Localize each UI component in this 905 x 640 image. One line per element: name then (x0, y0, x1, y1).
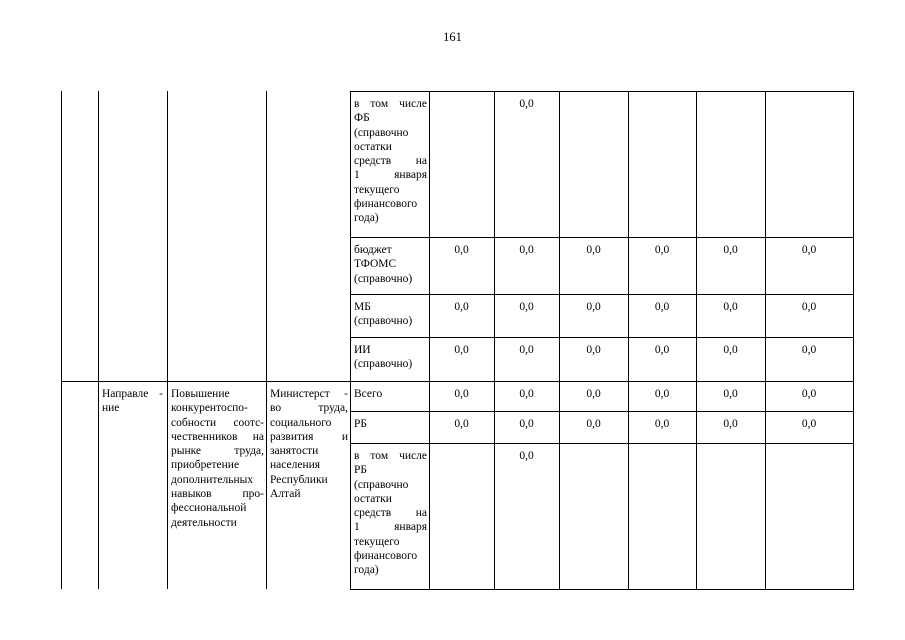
table-vertical-rule (696, 91, 697, 589)
value-cell: 0,0 (454, 388, 469, 400)
row-label (354, 97, 427, 226)
executor-cell-line: населения (270, 459, 321, 472)
row-label-line: РБ (354, 464, 367, 477)
direction-cell-line: ние (102, 402, 120, 415)
executor-cell-line: во труда, (270, 402, 348, 415)
value-cell: 0,0 (454, 344, 469, 356)
table-vertical-rule (559, 91, 560, 589)
value-cell: 0,0 (723, 418, 738, 430)
row-label (354, 243, 427, 286)
row-label (354, 449, 427, 578)
measure-cell-line: дополнительных (171, 473, 254, 486)
row-label-line: РБ (354, 418, 367, 430)
value-cell: 0,0 (586, 418, 601, 430)
table-horizontal-rule (350, 294, 854, 295)
value-cell: 0,0 (654, 344, 670, 356)
row-label (354, 343, 427, 372)
table-vertical-rule (167, 91, 168, 589)
table-vertical-rule (429, 91, 430, 589)
row-label-line: Всего (354, 388, 383, 400)
executor-cell (270, 387, 348, 501)
row-label (354, 300, 427, 329)
executor-cell-line: социального (270, 416, 332, 429)
measure-cell-line: Повышение (171, 388, 230, 400)
value-cell: 0,0 (801, 418, 817, 430)
row-label (354, 387, 427, 401)
value-cell: 0,0 (723, 344, 738, 356)
row-label-line: (справочно) (354, 315, 413, 328)
table-vertical-rule (98, 91, 99, 589)
row-label-line: (справочно) (354, 272, 413, 285)
measure-cell-line: деятельности (171, 516, 237, 529)
row-label-line: остатки (354, 140, 392, 153)
table-horizontal-rule (350, 589, 854, 590)
row-label-line: (справочно) (354, 358, 413, 371)
table-vertical-rule (765, 91, 766, 589)
row-label-line: текущего (354, 535, 400, 548)
table-vertical-rule (853, 91, 854, 589)
value-cell: 0,0 (519, 301, 534, 313)
value-cell: 0,0 (654, 301, 670, 313)
executor-cell-line: Министерст - (270, 388, 348, 400)
direction-cell-line: Направле - (102, 388, 163, 400)
value-cell: 0,0 (654, 418, 670, 430)
value-cell: 0,0 (519, 418, 534, 430)
value-cell: 0,0 (654, 244, 670, 256)
executor-cell-line: развития и (270, 430, 348, 443)
row-label-line: ИИ (354, 344, 371, 356)
measure-cell-line: конкурентоспо- (171, 402, 248, 415)
value-cell: 0,0 (723, 388, 738, 400)
row-label-line: ТФОМС (354, 258, 397, 271)
value-cell: 0,0 (586, 344, 601, 356)
value-cell: 0,0 (586, 388, 601, 400)
table-horizontal-rule (350, 411, 854, 412)
value-cell: 0,0 (519, 244, 534, 256)
measure-cell (171, 387, 264, 530)
measure-cell-line: навыков про- (171, 488, 264, 501)
value-cell: 0,0 (801, 344, 817, 356)
row-label-line: МБ (354, 301, 371, 313)
row-label-line: остатки (354, 492, 392, 505)
table-horizontal-rule (350, 337, 854, 338)
row-label-line: текущего (354, 183, 400, 196)
row-label-line: (справочно (354, 478, 409, 491)
row-label-line: финансового (354, 198, 418, 211)
measure-cell-line: чественников на (171, 430, 264, 443)
value-cell: 0,0 (801, 244, 817, 256)
table-horizontal-rule (350, 91, 854, 92)
row-label-line: средств на (354, 507, 427, 520)
measure-cell-line: фессиональной (171, 502, 247, 515)
value-cell: 0,0 (723, 301, 738, 313)
direction-cell (102, 387, 163, 416)
row-label-line: в том числе (354, 98, 427, 110)
value-cell: 0,0 (723, 244, 738, 256)
measure-cell-line: рынке труда, (171, 445, 264, 458)
table-horizontal-rule (350, 443, 854, 444)
table-horizontal-rule (61, 381, 854, 382)
row-label-line: 1 января (354, 521, 427, 534)
value-cell: 0,0 (586, 244, 601, 256)
value-cell: 0,0 (801, 301, 817, 313)
row-label-line: средств на (354, 155, 427, 168)
value-cell: 0,0 (586, 301, 601, 313)
executor-cell-line: занятости (270, 445, 319, 458)
row-label-line: в том числе (354, 450, 427, 462)
row-label-line: года) (354, 564, 379, 577)
table-vertical-rule (350, 91, 351, 589)
row-label-line: 1 января (354, 169, 427, 182)
value-cell: 0,0 (454, 301, 469, 313)
value-cell: 0,0 (454, 244, 469, 256)
page-number: 161 (443, 30, 462, 44)
value-cell: 0,0 (519, 450, 534, 462)
table-vertical-rule (628, 91, 629, 589)
measure-cell-line: приобретение (171, 459, 240, 472)
table-vertical-rule (266, 91, 267, 589)
row-label-line: финансового (354, 550, 418, 563)
executor-cell-line: Республики (270, 473, 328, 486)
row-label-line: бюджет (354, 244, 392, 256)
value-cell: 0,0 (519, 344, 534, 356)
table-vertical-rule (61, 91, 62, 589)
row-label-line: (справочно (354, 126, 409, 139)
value-cell: 0,0 (454, 418, 469, 430)
value-cell: 0,0 (801, 388, 817, 400)
row-label (354, 417, 427, 431)
measure-cell-line: собности соотс- (171, 416, 264, 429)
value-cell: 0,0 (519, 98, 534, 110)
table-vertical-rule (494, 91, 495, 589)
row-label-line: ФБ (354, 112, 370, 125)
row-label-line: года) (354, 212, 379, 225)
table-horizontal-rule (350, 237, 854, 238)
value-cell: 0,0 (654, 388, 670, 400)
value-cell: 0,0 (519, 388, 534, 400)
executor-cell-line: Алтай (270, 488, 301, 501)
